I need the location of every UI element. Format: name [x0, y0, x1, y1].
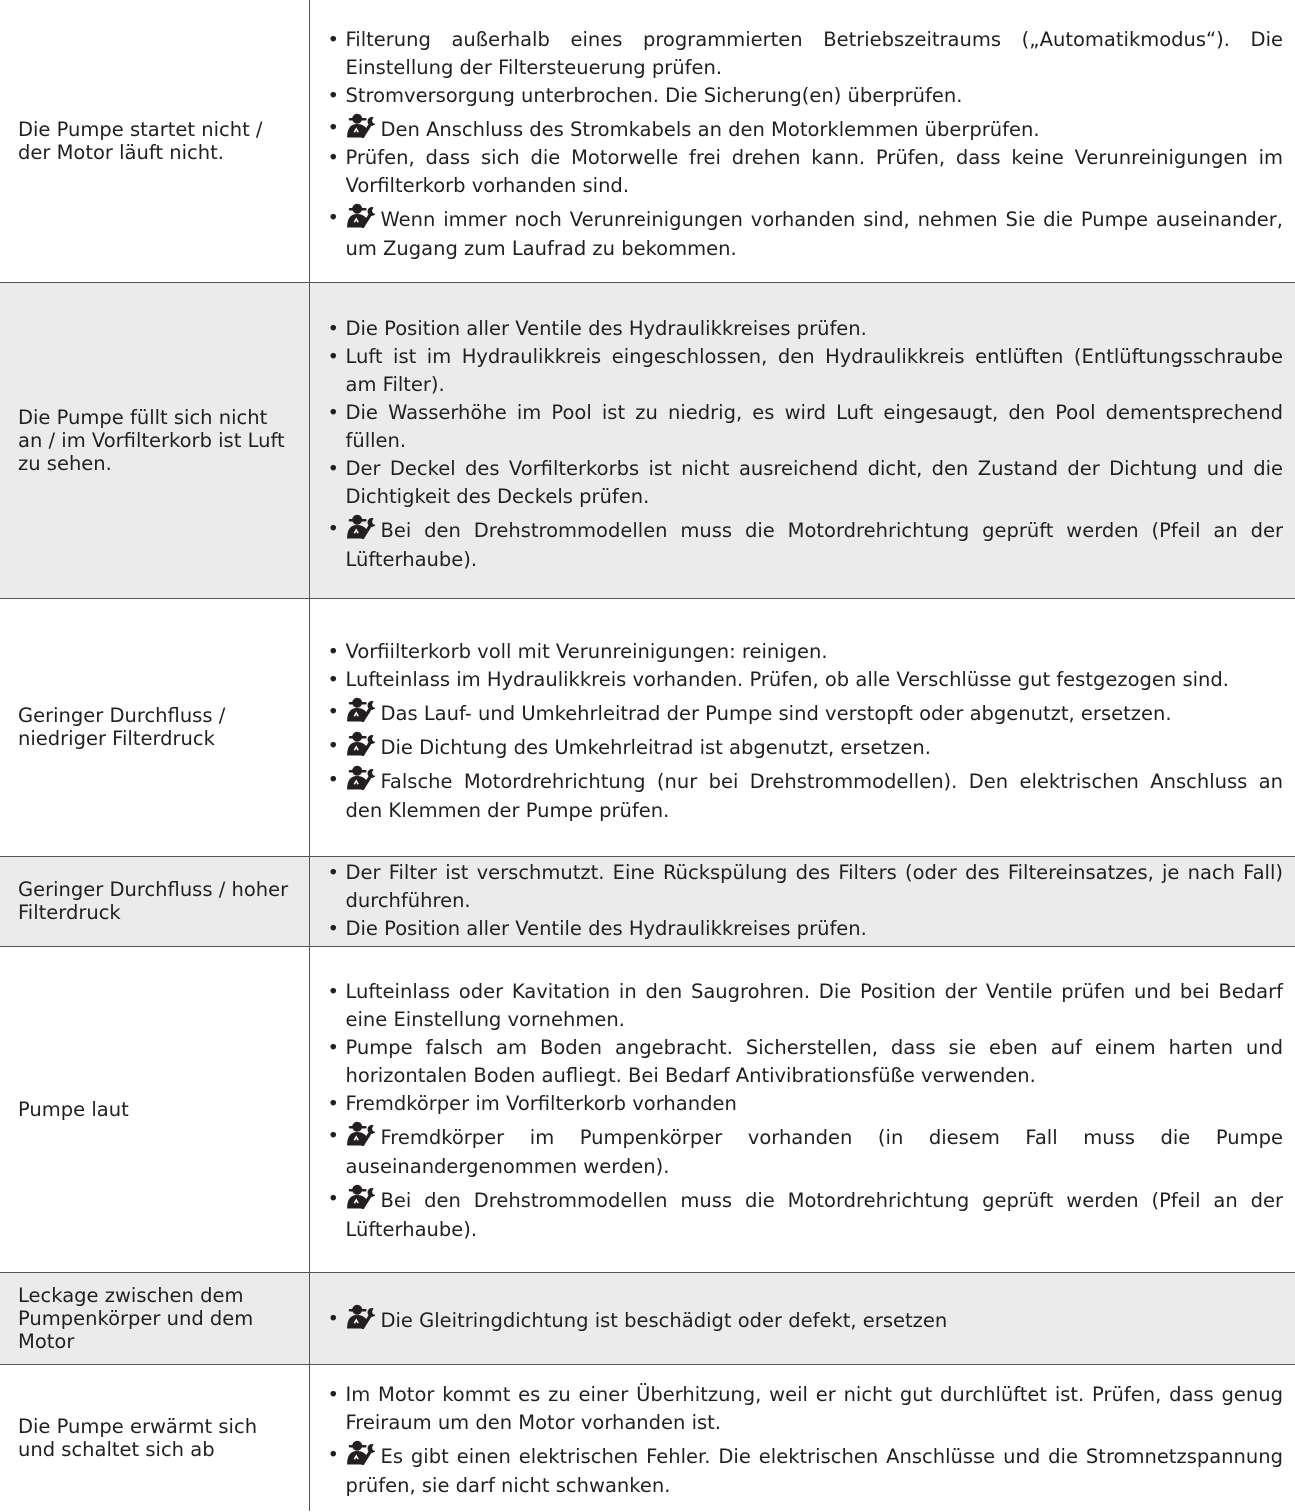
solution-list: [324, 638, 1284, 825]
solution-item: [324, 1437, 1284, 1500]
solution-list: [324, 26, 1284, 263]
solution-item: [324, 1090, 1284, 1118]
solution-text: Lufteinlass im Hydraulikkreis vorhanden. Prüfen, ob alle Verschlüsse gut festgezogen sind.: [345, 667, 1229, 691]
solution-text: Pumpe falsch am Boden angebracht. Sicherstellen, dass sie eben auf einem harten und horizontalen Boden aufliegt. Bei Bedarf Antivibrationsfüße verwenden.: [345, 1036, 1283, 1087]
solution-text: Die Dichtung des Umkehrleitrad ist abgenutzt, ersetzen.: [380, 735, 931, 759]
problem-cell: Geringer Durchfluss / niedriger Filterdruck: [0, 598, 309, 856]
solution-text: Stromversorgung unterbrochen. Die Sicherung(en) überprüfen.: [345, 84, 963, 108]
solution-list: [324, 978, 1284, 1244]
solutions-cell: [309, 856, 1295, 946]
solution-list: [324, 859, 1284, 943]
solution-item: [324, 511, 1284, 574]
solution-item: [324, 859, 1284, 915]
technician-icon: [346, 514, 378, 539]
solution-text: Der Filter ist verschmutzt. Eine Rückspülung des Filters (oder des Filtereinsatzes, je nach Fall) durchführen.: [345, 861, 1283, 912]
troubleshooting-row: [0, 0, 1295, 282]
solution-item: [324, 315, 1284, 343]
solution-text: Filterung außerhalb eines programmierten Betriebszeitraums („Automatikmodus“). Die Einstellung der Filtersteuerung prüfen.: [345, 28, 1283, 80]
troubleshooting-row: [0, 282, 1295, 598]
solution-item: [324, 1034, 1284, 1090]
problem-cell: Pumpe laut: [0, 946, 309, 1272]
solution-text: Fremdkörper im Pumpenkörper vorhanden (in diesem Fall muss die Pumpe auseinandergenommen werden).: [345, 1126, 1283, 1178]
solution-item: [324, 1301, 1284, 1335]
solutions-cell: [309, 598, 1295, 856]
solution-item: [324, 762, 1284, 825]
solution-item: [324, 694, 1284, 728]
solution-text: Die Wasserhöhe im Pool ist zu niedrig, es wird Luft eingesaugt, den Pool dementsprechend füllen.: [345, 401, 1283, 452]
problem-cell: Die Pumpe startet nicht / der Motor läuft nicht.: [0, 0, 309, 282]
solution-text: Es gibt einen elektrischen Fehler. Die elektrischen Anschlüsse und die Stromnetzspannung prüfen, sie darf nicht schwanken.: [345, 1444, 1283, 1497]
solution-list: [324, 315, 1284, 574]
solutions-cell: [309, 1272, 1295, 1364]
solution-text: Bei den Drehstrommodellen muss die Motordrehrichtung geprüft werden (Pfeil an der Lüfterhaube).: [345, 1189, 1283, 1241]
technician-icon: [346, 203, 378, 228]
solution-text: Die Position aller Ventile des Hydraulikkreises prüfen.: [345, 917, 867, 940]
solution-item: [324, 638, 1284, 666]
troubleshooting-row: [0, 946, 1295, 1272]
solution-item: [324, 666, 1284, 694]
solution-item: [324, 399, 1284, 455]
solution-item: [324, 26, 1284, 82]
technician-icon: [346, 731, 378, 756]
technician-icon: [346, 1440, 378, 1465]
technician-icon: [346, 1304, 378, 1329]
solution-item: [324, 1118, 1284, 1181]
solution-text: Im Motor kommt es zu einer Überhitzung, weil er nicht gut durchlüftet ist. Prüfen, dass genug Freiraum um den Motor vorhanden ist.: [345, 1382, 1283, 1434]
solution-list: [324, 1381, 1284, 1500]
solution-item: [324, 915, 1284, 943]
solutions-cell: [309, 282, 1295, 598]
solutions-cell: [309, 946, 1295, 1272]
troubleshooting-row: [0, 598, 1295, 856]
solution-item: [324, 1181, 1284, 1244]
solution-text: Das Lauf- und Umkehrleitrad der Pumpe sind verstopft oder abgenutzt, ersetzen.: [380, 701, 1172, 725]
solution-text: Die Gleitringdichtung ist beschädigt oder defekt, ersetzen: [380, 1309, 948, 1332]
solution-item: [324, 728, 1284, 762]
technician-icon: [346, 1184, 378, 1209]
solutions-cell: [309, 0, 1295, 282]
solution-text: Die Position aller Ventile des Hydraulikkreises prüfen.: [345, 317, 867, 340]
solutions-cell: [309, 1364, 1295, 1511]
solution-item: [324, 455, 1284, 511]
solution-text: Bei den Drehstrommodellen muss die Motordrehrichtung geprüft werden (Pfeil an der Lüfterhaube).: [345, 519, 1283, 571]
solution-item: [324, 82, 1284, 110]
problem-cell: Leckage zwischen dem Pumpenkörper und dem Motor: [0, 1272, 309, 1364]
technician-icon: [346, 765, 378, 790]
troubleshooting-row: [0, 1272, 1295, 1364]
technician-icon: [346, 1121, 378, 1146]
technician-icon: [346, 697, 378, 722]
solution-item: [324, 200, 1284, 263]
solution-item: [324, 1381, 1284, 1437]
solution-text: Der Deckel des Vorfilterkorbs ist nicht ausreichend dicht, den Zustand der Dichtung und die Dichtigkeit des Deckels prüfen.: [345, 457, 1283, 508]
solution-text: Wenn immer noch Verunreinigungen vorhanden sind, nehmen Sie die Pumpe auseinander, um Zugang zum Laufrad zu bekommen.: [345, 208, 1283, 261]
problem-cell: Die Pumpe erwärmt sich und schaltet sich ab: [0, 1364, 309, 1511]
solution-text: Prüfen, dass sich die Motorwelle frei drehen kann. Prüfen, dass keine Verunreinigungen im Vorfilterkorb vorhanden sind.: [345, 146, 1283, 198]
problem-cell: Geringer Durchfluss / hoher Filterdruck: [0, 856, 309, 946]
solution-item: [324, 343, 1284, 399]
troubleshooting-row: [0, 856, 1295, 946]
solution-list: [324, 1301, 1284, 1335]
solution-text: Falsche Motordrehrichtung (nur bei Drehstrommodellen). Den elektrischen Anschluss an den Klemmen der Pumpe prüfen.: [345, 769, 1283, 822]
solution-text: Den Anschluss des Stromkabels an den Motorklemmen überprüfen.: [380, 118, 1040, 142]
technician-icon: [346, 113, 378, 138]
solution-item: [324, 110, 1284, 144]
troubleshooting-row: [0, 1364, 1295, 1511]
solution-text: Vorfiilterkorb voll mit Verunreinigungen: reinigen.: [345, 639, 828, 663]
solution-item: [324, 144, 1284, 200]
problem-cell: Die Pumpe füllt sich nicht an / im Vorfilterkorb ist Luft zu sehen.: [0, 282, 309, 598]
solution-item: [324, 978, 1284, 1034]
solution-text: Luft ist im Hydraulikkreis eingeschlossen, den Hydraulikkreis entlüften (Entlüftungsschraube am Filter).: [345, 345, 1283, 396]
solution-text: Lufteinlass oder Kavitation in den Saugrohren. Die Position der Ventile prüfen und bei Bedarf eine Einstellung vornehmen.: [345, 980, 1283, 1031]
solution-text: Fremdkörper im Vorfilterkorb vorhanden: [345, 1092, 737, 1115]
